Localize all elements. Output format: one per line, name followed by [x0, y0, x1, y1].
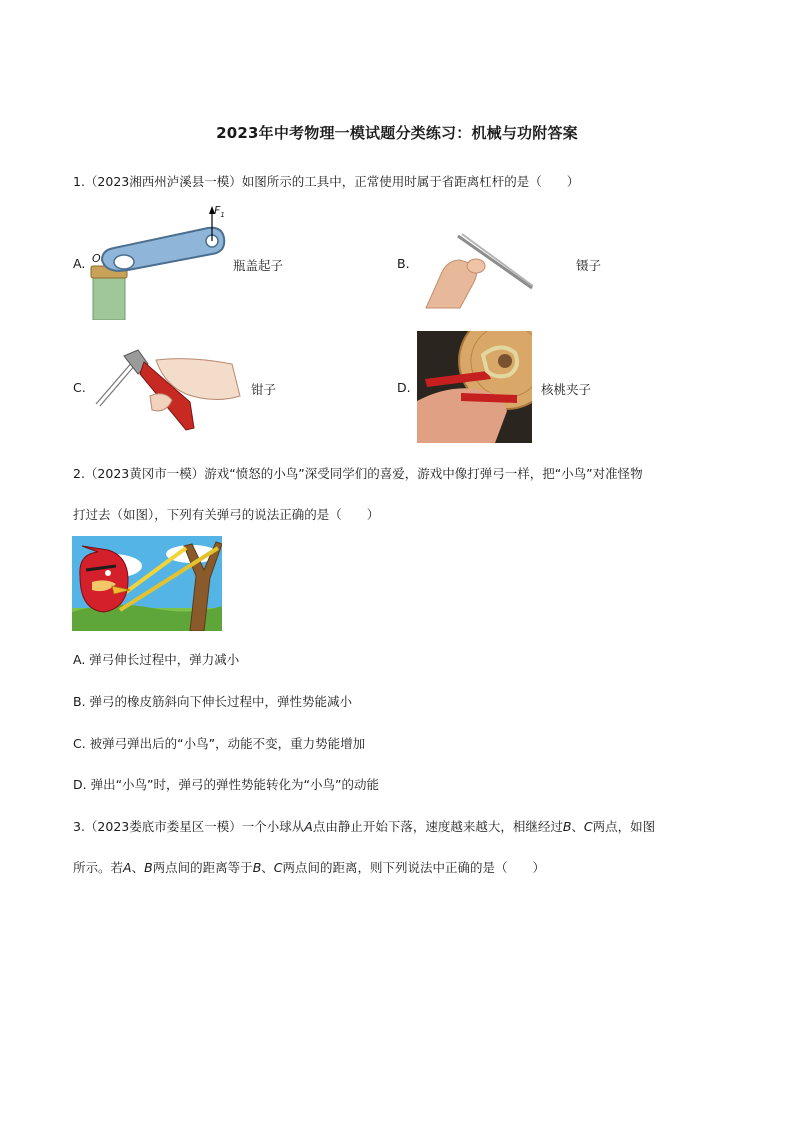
point-a-label: A — [304, 819, 313, 834]
q3-text-2c: 两点间的距离，则下列说法中正确的是（ ） — [282, 860, 546, 875]
force-subscript: 1 — [220, 211, 225, 220]
q1-option-d-caption: 核桃夹子 — [541, 382, 592, 397]
point-b-label: B — [562, 819, 572, 834]
q2-option-a: A. 弹弓伸长过程中，弹力减小 — [73, 652, 240, 667]
q3-text-1a: 3.（2023娄底市娄星区一模）一个小球从 — [73, 819, 305, 834]
question-1-stem: 1.（2023湘西州泸溪县一模）如图所示的工具中，正常使用时属于省距离杠杆的是（ ） — [73, 174, 580, 189]
q1-option-a-letter: A. — [73, 256, 86, 271]
point-c-label-2: C — [273, 860, 283, 875]
force-label: F — [214, 204, 221, 217]
q2-option-c: C. 被弹弓弹出后的“小鸟”，动能不变，重力势能增加 — [73, 736, 366, 751]
q3-text-1b: 点由静止开始下落，速度越来越大，相继经过 — [312, 819, 563, 834]
point-b-label-2: B — [144, 860, 153, 875]
point-a-label-2: A — [123, 860, 132, 875]
question-2-stem-line-2: 打过去（如图），下列有关弹弓的说法正确的是（ ） — [73, 507, 380, 522]
question-3-stem-line-1 — [73, 817, 655, 835]
q3-sep-2: 、 — [131, 860, 145, 875]
q2-option-d: D. 弹出“小鸟”时，弹弓的弹性势能转化为“小鸟”的动能 — [73, 777, 379, 792]
q1-option-b-letter: B. — [397, 256, 410, 271]
tweezers-figure — [420, 230, 540, 310]
point-c-label: C — [583, 819, 593, 834]
q3-text-2b: 两点间的距离等于 — [152, 860, 253, 875]
pivot-label: O — [92, 252, 101, 265]
question-2-stem-line-1: 2.（2023黄冈市一模）游戏“愤怒的小鸟”深受同学们的喜爱，游戏中像打弹弓一样，把“小鸟”对准怪物 — [73, 466, 643, 481]
nutcracker-photo — [417, 331, 532, 443]
angry-birds-figure — [72, 536, 222, 631]
pliers-figure — [94, 340, 244, 436]
q1-option-b-caption: 镊子 — [576, 258, 602, 273]
q3-text-1c: 两点，如图 — [592, 819, 656, 834]
point-b-label-3: B — [252, 860, 262, 875]
question-3-stem-line-2 — [73, 858, 545, 876]
q2-option-b: B. 弹弓的橡皮筋斜向下伸长过程中，弹性势能减小 — [73, 694, 353, 709]
page-title: 2023年中考物理一模试题分类练习：机械与功附答案 — [216, 124, 578, 142]
q1-option-d-letter: D. — [397, 380, 411, 395]
q1-option-a-caption: 瓶盖起子 — [233, 258, 284, 273]
q3-sep-3: 、 — [261, 860, 274, 875]
q3-sep-1: 、 — [571, 819, 584, 834]
q3-text-2a: 所示。若 — [73, 860, 124, 875]
q1-option-c-letter: C. — [73, 380, 86, 395]
q1-option-c-caption: 钳子 — [251, 382, 277, 397]
bottle-opener-figure — [88, 204, 228, 320]
